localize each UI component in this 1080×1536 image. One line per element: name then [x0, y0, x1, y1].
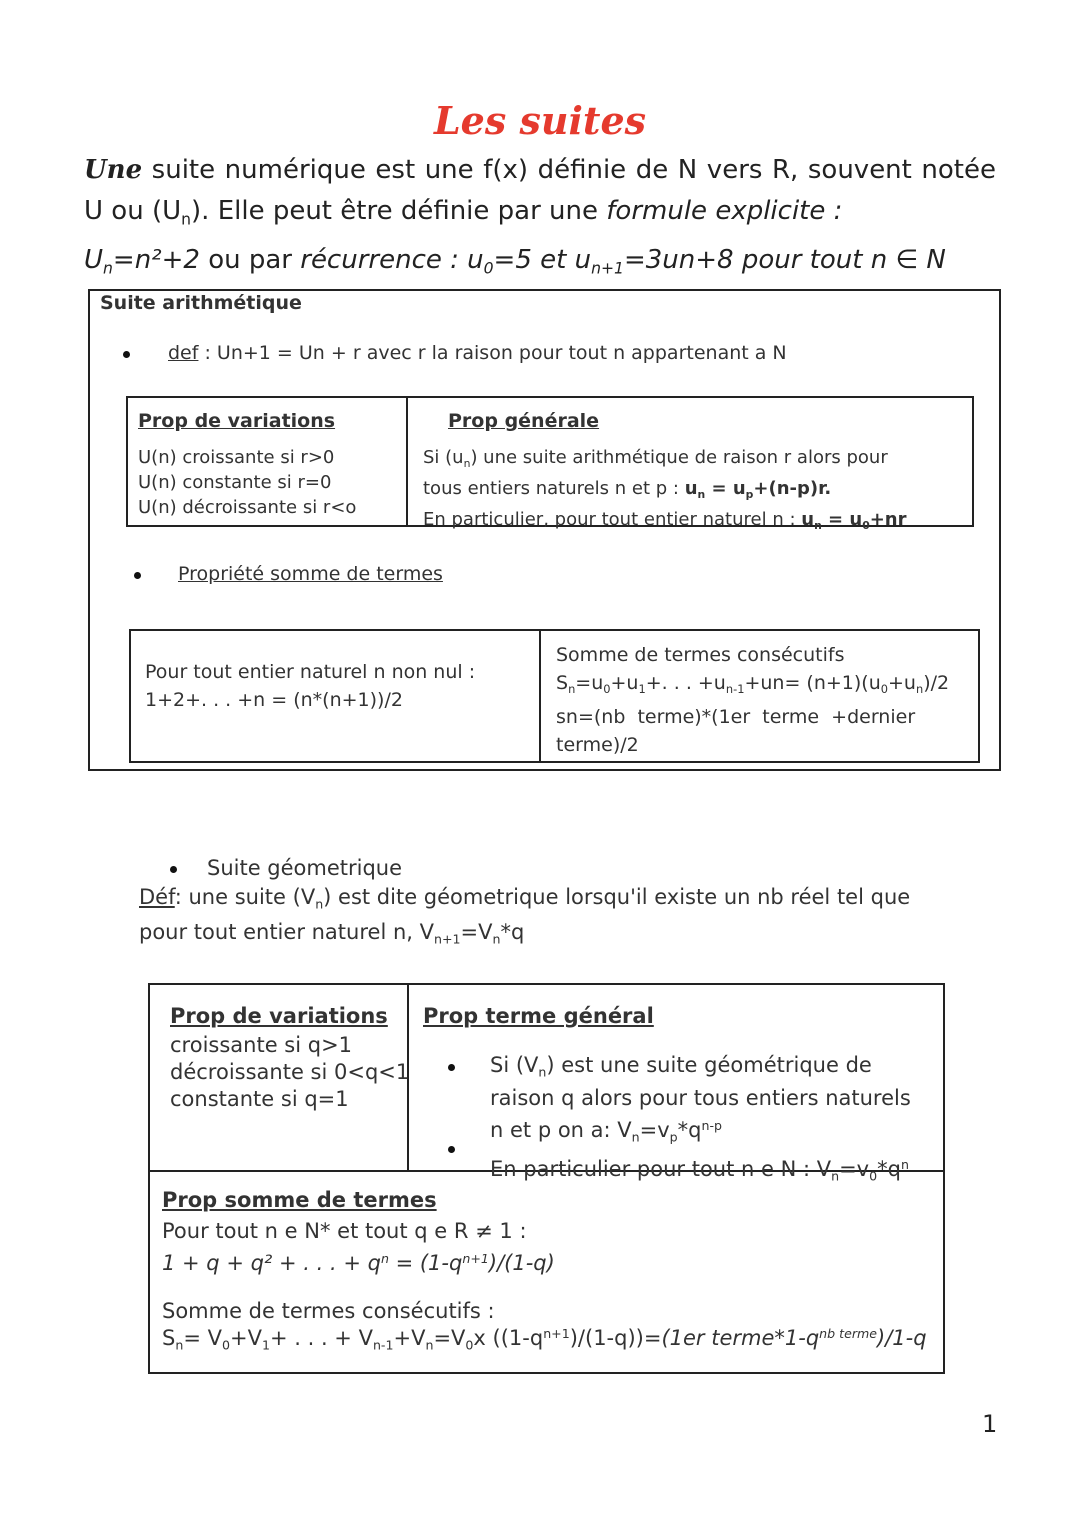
page-title: Les suites — [433, 98, 647, 143]
bullet-icon — [134, 572, 141, 579]
arith-sum-title: Propriété somme de termes — [178, 563, 443, 585]
geo-variations-title: Prop de variations — [170, 1004, 388, 1028]
geo-general-title: Prop terme général — [423, 1004, 654, 1028]
arith-variations-title: Prop de variations — [138, 410, 336, 432]
arith-variations-list — [138, 445, 356, 520]
list-item: croissante si q>1 — [170, 1033, 353, 1057]
sum-left-text: Pour tout entier naturel n non nul : 1+2+. . . +n = (n*(n+1))/2 — [145, 661, 476, 711]
geo-consecutive-title: Somme de termes consécutifs : — [162, 1299, 495, 1323]
list-item: décroissante si 0<q<1 — [170, 1060, 410, 1084]
table-divider — [406, 396, 408, 527]
list-item: U(n) décroissante si r<o — [138, 497, 357, 518]
geo-general-text: Si $(V_n)$ est une suite géométrique de raison q alors pour tous entiers naturels n et p on a: $V_n=v_p*q^{n-p}$ En particulier pour tout n e N : $V_n=v_0*q^n$ — [490, 1053, 911, 1184]
geo-consecutive-formula: $S_n= V_0+V_1+$ . . . + $V_{n-1}+V_n=V_0x$ $((1-q^{n+1})/(1-q))=(1er$ $terme*1-q^{nb terme})/1-q$ — [162, 1326, 927, 1353]
geo-heading: Suite géometrique — [207, 856, 403, 880]
list-item: U(n) croissante si r>0 — [138, 447, 335, 468]
table-divider — [539, 629, 541, 763]
bullet-icon — [448, 1064, 455, 1071]
geo-definition: Déf: une suite $(V_n)$ est dite géometrique lorsqu'il existe un nb réel tel que pour tout entier naturel n, $V_{n+1}=V_n*q$ — [139, 885, 911, 947]
list-item: U(n) constante si r=0 — [138, 472, 332, 493]
arith-general-title: Prop générale — [448, 410, 600, 432]
sum-right-text: Somme de termes consécutifs $S_n=u_0+u_1+$. . . $+u_{n-1}+un= (n+1)(u_0+u_n)/2$ sn=(nb terme)*(1er terme +dernier terme)/2 — [556, 644, 950, 756]
arithmetic-definition: def : Un+1 = Un + r avec r la raison pour tout n appartenant a N — [168, 342, 787, 364]
arith-general-text: Si $(u_n)$ une suite arithmétique de raison r alors pour tous entiers naturels n et p : $u_n = u_p+(n-p)r$. En particulier, pour tout entier naturel n : $u_n = u_0+nr$ — [423, 447, 907, 532]
bullet-icon — [123, 351, 130, 358]
page-number: 1 — [982, 1410, 998, 1438]
geo-sum-title: Prop somme de termes — [162, 1188, 437, 1212]
geo-sum-text: Pour tout n e N* et tout q e R ≠ 1 : 1 + q + q² + . . . + $q^n = (1-q^{n+1})/(1-q)$ — [162, 1219, 555, 1275]
list-item: constante si q=1 — [170, 1087, 349, 1111]
arithmetic-label: Suite arithmétique — [100, 292, 302, 314]
bullet-icon — [170, 866, 177, 873]
geo-variations-list — [170, 1032, 409, 1113]
intro-paragraph: Une suite numérique est une f(x) définie de N vers R, souvent notée U ou $(U_n)$. Elle peut être définie par une formule explicite : $U_n=n^2+2$ ou par récurrence : $u_0=5$ et $u_{n+1}=3un+8$ pour tout n ∈ N — [84, 155, 996, 278]
bullet-icon — [448, 1146, 455, 1153]
